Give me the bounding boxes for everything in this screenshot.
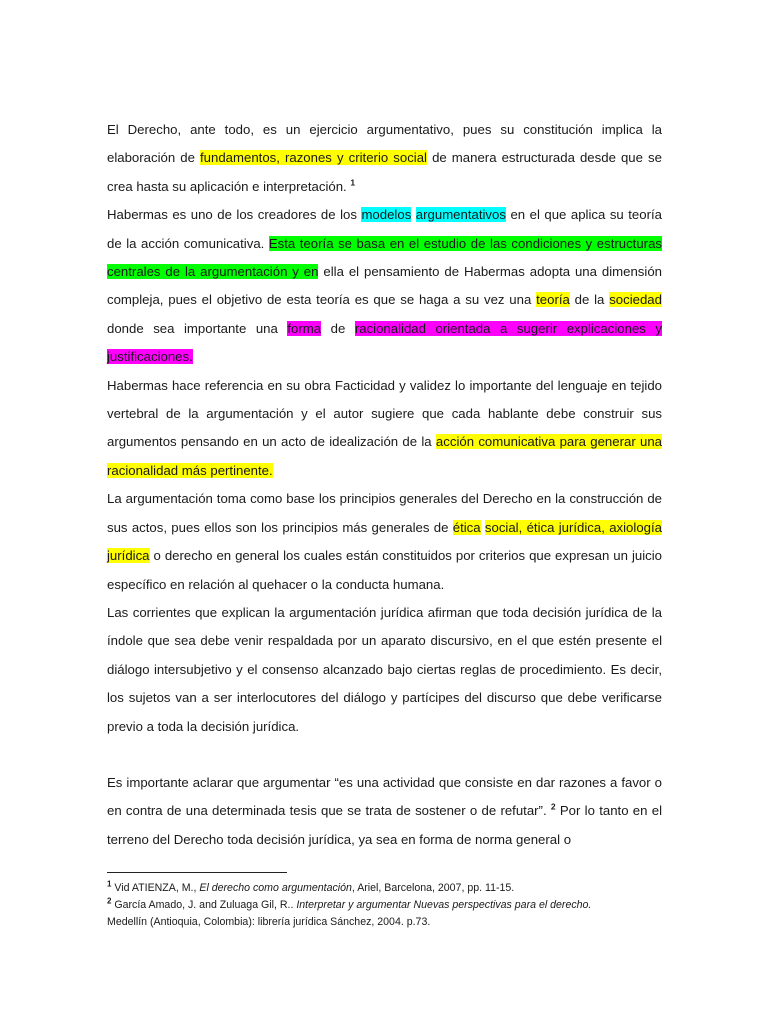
text: o derecho en general los cuales están constituidos por criterios que expresan un juicio específico en relación al quehacer o la conducta humana. xyxy=(107,548,662,592)
text: ella el pensamiento de Habermas adopta una dimensión compleja, pues el objetivo de esta teoría es que se haga a su vez una xyxy=(107,264,662,308)
highlight-green: Esta teoría se basa en el estudio de las condiciones y estructuras centrales de la argumentación y en xyxy=(107,235,662,280)
footnote-1 xyxy=(107,880,667,897)
paragraph-gap xyxy=(107,741,662,769)
footnotes xyxy=(107,880,667,931)
highlight-yellow: ética xyxy=(452,519,481,535)
citation-title: El derecho como argumentación xyxy=(199,882,352,894)
highlight-yellow: teoría xyxy=(536,292,570,308)
text: Vid ATIENZA, M., xyxy=(111,882,200,894)
highlight-yellow: acción comunicativa para generar una racionalidad más pertinente. xyxy=(107,434,662,478)
highlight-yellow: social, ética jurídica, axiología jurídica xyxy=(107,519,662,564)
citation-title: Interpretar y argumentar Nuevas perspectivas para el derecho. xyxy=(296,899,592,911)
paragraph-3 xyxy=(107,372,662,486)
paragraph-1 xyxy=(107,116,662,201)
highlight-cyan: argumentativos xyxy=(415,207,506,223)
text: La argumentación toma como base los principios generales del Derecho en la construcción de sus actos, pues ellos son los principios más generales de xyxy=(107,491,662,535)
document-body xyxy=(107,116,662,854)
footnote-number: 2 xyxy=(107,896,112,906)
text: Habermas es uno de los creadores de los xyxy=(107,207,362,223)
paragraph-2 xyxy=(107,201,662,371)
footnote-number: 1 xyxy=(107,879,112,889)
footnote-2-continued: Medellín (Antioquia, Colombia): librería jurídica Sánchez, 2004. p.73. xyxy=(107,916,431,928)
text: Habermas hace referencia en su obra Facticidad y validez lo importante del lenguaje en tejido vertebral de la argumentación y el autor sugiere que cada hablante debe construir sus argumentos pensando en un acto de idealización de la xyxy=(107,377,662,450)
text: Por lo tanto en el terreno del Derecho toda decisión jurídica, ya sea en forma de norma general o xyxy=(107,803,663,847)
highlight-magenta: forma xyxy=(287,320,322,336)
highlight-yellow: sociedad xyxy=(609,292,662,308)
text: , Ariel, Barcelona, 2007, pp. 11-15. xyxy=(351,882,515,894)
highlight-yellow: fundamentos, razones y criterio social xyxy=(200,150,427,166)
highlight-cyan: modelos xyxy=(361,207,412,223)
text: Las corrientes que explican la argumentación jurídica afirman que toda decisión jurídica de la índole que sea debe venir respaldada por un aparato discursivo, en el que estén presente el diálogo intersubjetivo y el consenso alcanzado bajo ciertas reglas de procedimiento. Es decir, los sujetos van a ser interlocutores del diálogo y partícipes del discurso que debe verificarse previo a toda la decisión jurídica. xyxy=(107,604,662,734)
text: de xyxy=(321,320,355,336)
footnote-reference[interactable]: 1 xyxy=(350,177,356,188)
text: de la xyxy=(569,292,610,308)
footnote-separator xyxy=(107,872,287,873)
text: de manera estructurada desde que se crea hasta su aplicación e interpretación. xyxy=(107,150,662,194)
paragraph-5 xyxy=(107,599,662,741)
footnote-reference[interactable]: 2 xyxy=(550,801,556,812)
text: El Derecho, ante todo, es un ejercicio argumentativo, pues su constitución implica la elaboración de xyxy=(107,122,662,166)
paragraph-4 xyxy=(107,485,662,599)
footnote-2 xyxy=(107,897,667,914)
text: donde sea importante una xyxy=(107,320,288,336)
text: García Amado, J. and Zuluaga Gil, R.. xyxy=(111,899,297,911)
text: Es importante aclarar que argumentar “es una actividad que consiste en dar razones a favor o en contra de una determinada tesis que se trata de sostener o de refutar”. xyxy=(107,774,662,819)
paragraph-6 xyxy=(107,769,662,854)
highlight-magenta: racionalidad orientada a sugerir explicaciones y justificaciones. xyxy=(107,320,662,365)
text: en el que aplica su teoría de la acción comunicativa. xyxy=(107,207,662,251)
